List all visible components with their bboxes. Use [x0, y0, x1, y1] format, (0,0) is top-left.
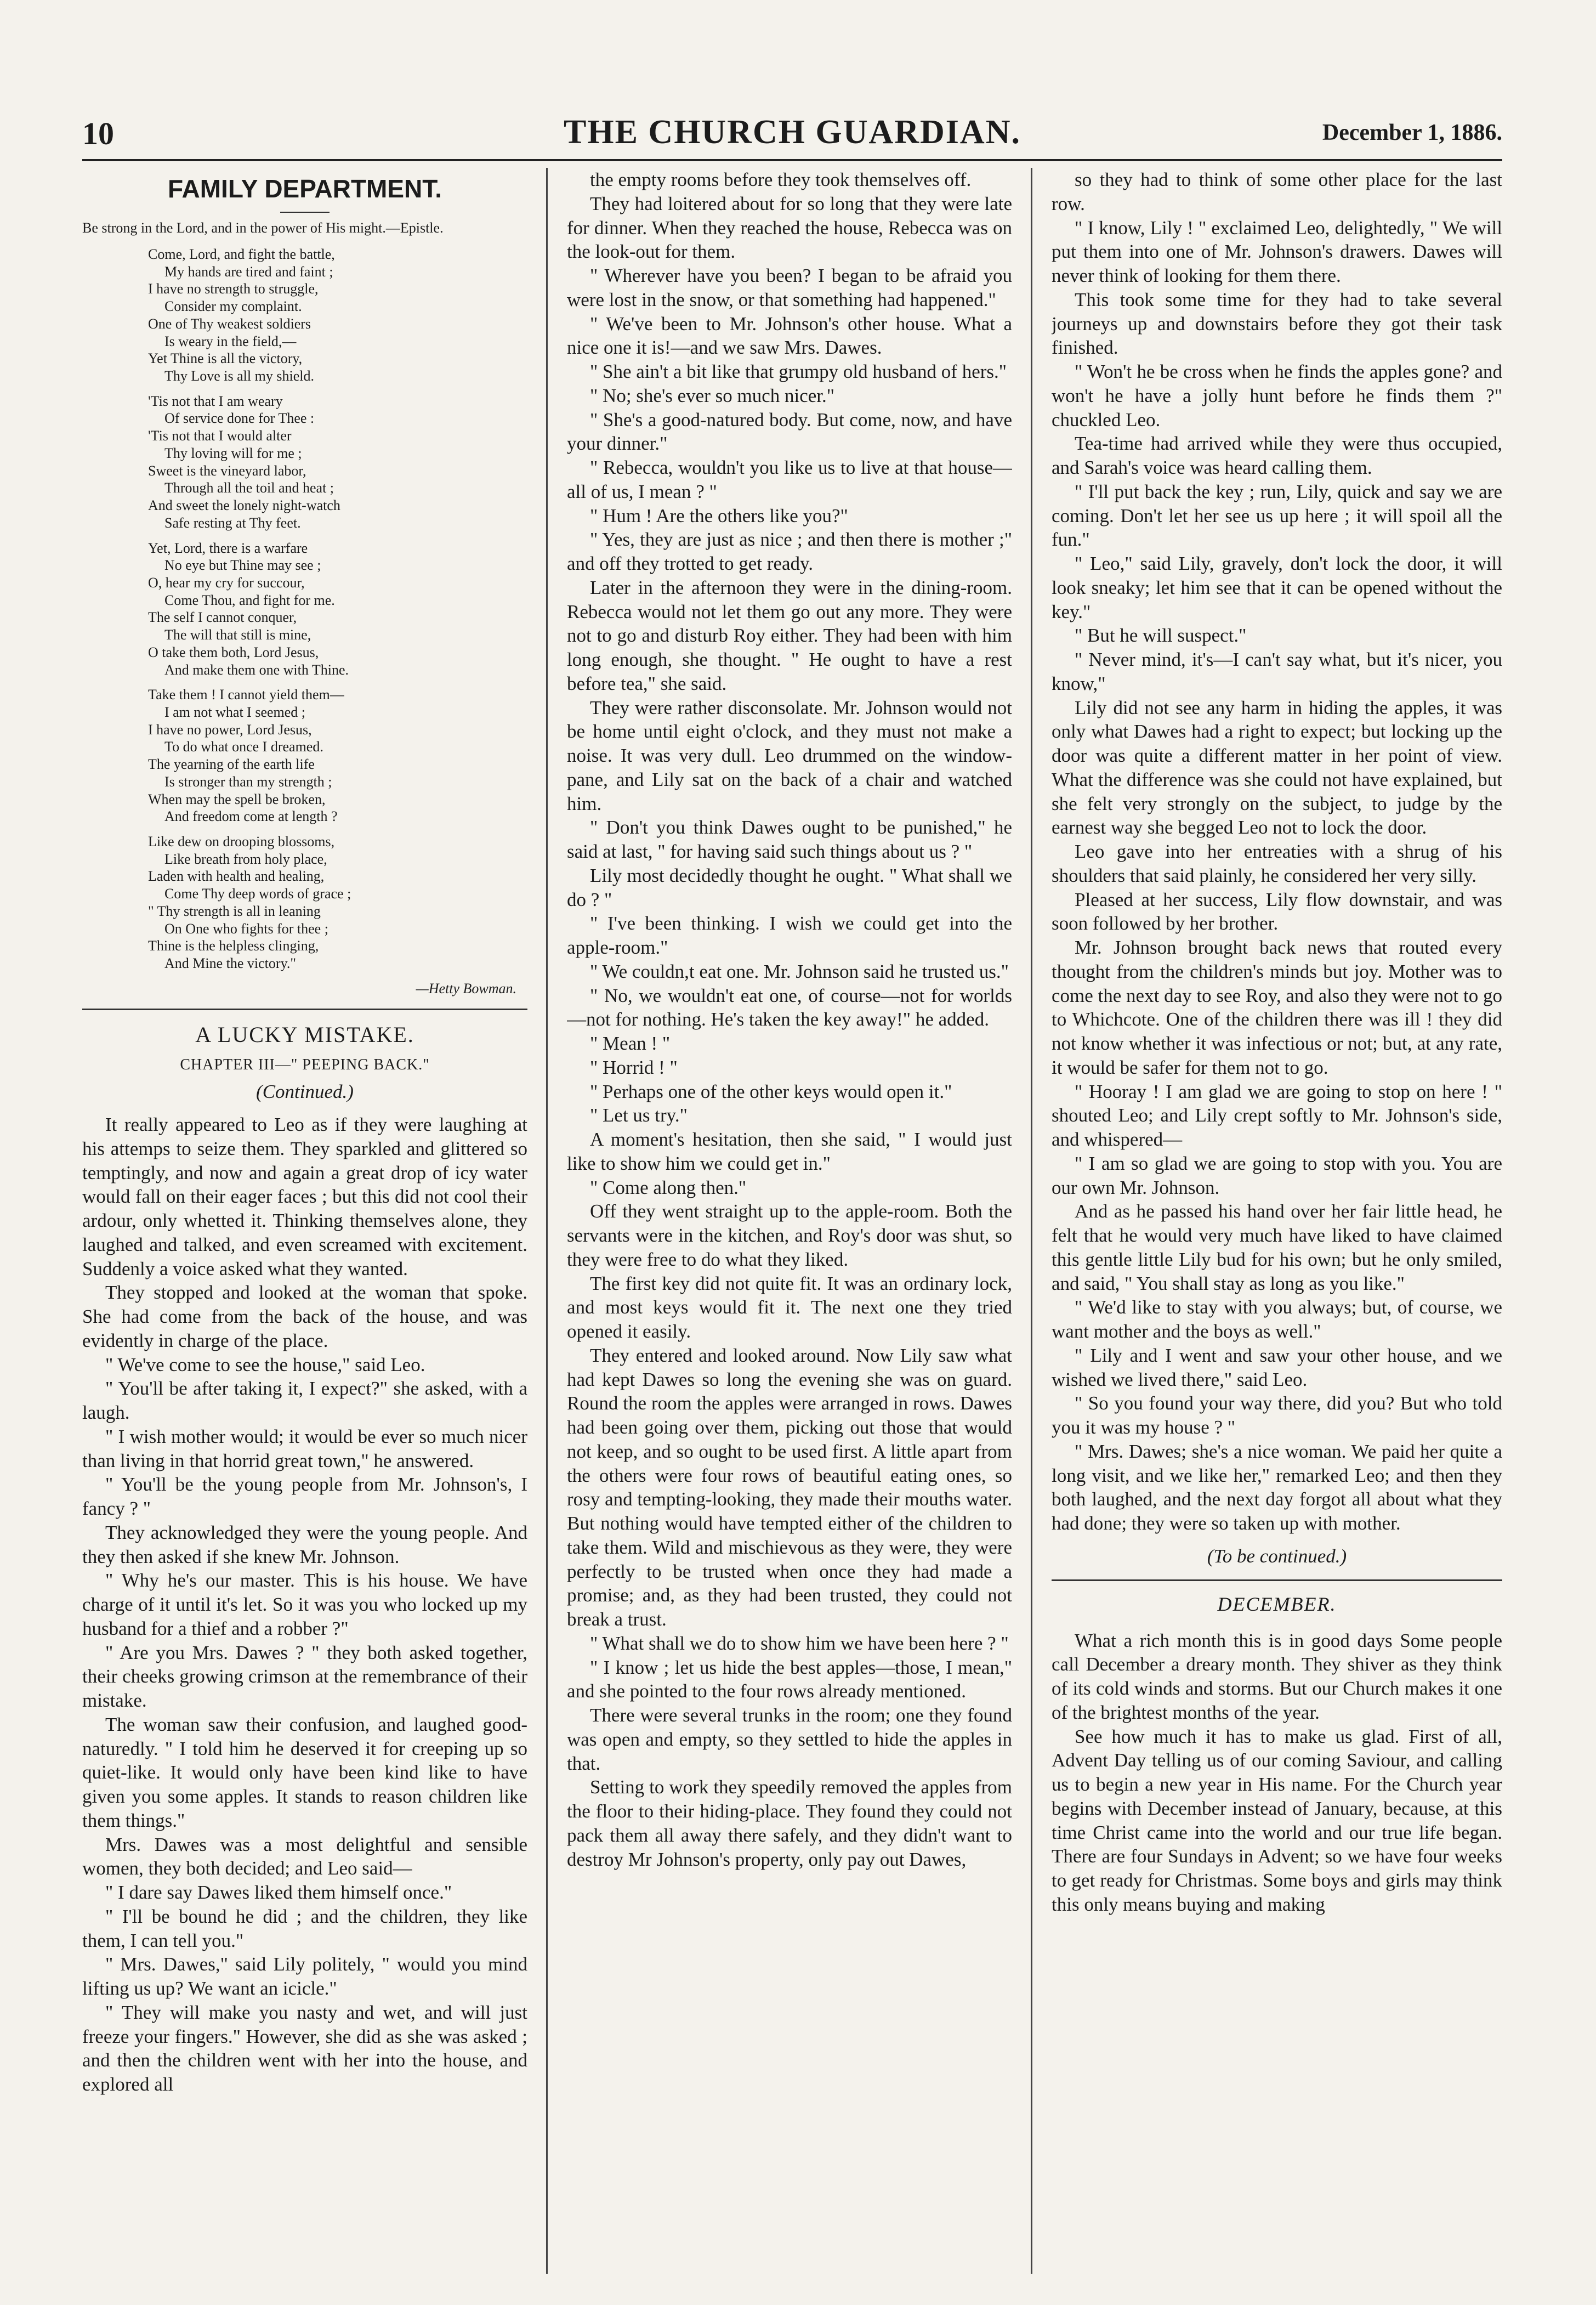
- column-2: [567, 168, 1012, 2274]
- paragraph: " I wish mother would; it would be ever so much nicer than living in that horrid great town," he answered.: [82, 1425, 527, 1471]
- paragraph: " No; she's ever so much nicer.": [590, 384, 835, 406]
- newspaper-title: THE CHURCH GUARDIAN.: [564, 114, 1021, 151]
- paragraph: the empty rooms before they took themselves off.: [590, 169, 972, 190]
- poem-line: My hands are tired and faint ;: [164, 263, 333, 280]
- paragraph: This took some time for they had to take several journeys up and downstairs before they got their task finished.: [1052, 288, 1502, 359]
- poem-line: 'Tis not that I would alter: [148, 428, 292, 444]
- poem-line: And freedom come at length ?: [164, 808, 338, 825]
- paragraph: The first key did not quite fit. It was an ordinary lock, and most keys would fit it. The next one they tried opened it easily.: [567, 1272, 1012, 1342]
- poem-line: I have no power, Lord Jesus,: [148, 721, 312, 738]
- divider: [1052, 1579, 1502, 1581]
- paragraph: See how much it has to make us glad. First of all, Advent Day telling us of our coming Saviour, and calling us to begin a new year in His name. For the Church year begins with December instead of January, because, at this time Christ came into the world and our true life began. There are four Sundays in Advent; so we have four weeks to get ready for Christmas. Some boys and girls may think this only means buying and making: [1052, 1725, 1502, 1915]
- newspaper-page: [82, 110, 1502, 2281]
- paragraph: " Hooray ! I am glad we are going to stop on here ! " shouted Leo; and Lily crept softly to Mr. Johnson's side, and whispered—: [1052, 1080, 1502, 1150]
- poem-line: I have no strength to struggle,: [148, 281, 319, 297]
- paragraph: " Mrs. Dawes; she's a nice woman. We paid her quite a long visit, and we like her," remarked Leo; and then they both laughed, and the next day forgot all about what they had done; they were so taken up with mother.: [1052, 1440, 1502, 1534]
- story-text-col2: [567, 168, 1012, 1871]
- paragraph: " Why he's our master. This is his house. We have charge of it until it's let. So it was you who locked up my husband for a thief and a robber ?": [82, 1570, 527, 1639]
- poem-line: One of Thy weakest soldiers: [148, 315, 311, 332]
- paragraph: " Hum ! Are the others like you?": [590, 505, 848, 526]
- poem: [82, 246, 527, 972]
- story-title: A LUCKY MISTAKE.: [195, 1022, 414, 1047]
- poem-line: And make them one with Thine.: [164, 661, 349, 678]
- paragraph: They were rather disconsolate. Mr. Johnson would not be home until eight o'clock, and they must not make a noise. It was very dull. Leo drummed on the window-pane, and Lily sat on the back of a chair and watched him.: [567, 696, 1012, 814]
- paragraph: " Wherever have you been? I began to be afraid you were lost in the snow, or that something had happened.": [567, 265, 1012, 310]
- poem-signature: —Hetty Bowman.: [416, 980, 516, 996]
- poem-line: On One who fights for thee ;: [164, 920, 328, 937]
- paragraph: so they had to think of some other place for the last row.: [1052, 169, 1502, 214]
- poem-line: Thy Love is all my shield.: [164, 368, 314, 384]
- poem-line: The yearning of the earth life: [148, 756, 315, 773]
- paragraph: " I dare say Dawes liked them himself once.": [105, 1882, 452, 1903]
- paragraph: " Mean ! ": [590, 1033, 671, 1054]
- divider: [280, 212, 330, 213]
- paragraph: " No, we wouldn't eat one, of course—not for worlds—not for nothing. He's taken the key away!" he added.: [567, 984, 1012, 1030]
- chapter-heading: CHAPTER III—" PEEPING BACK.": [180, 1056, 430, 1074]
- poem-stanza: [148, 833, 527, 972]
- poem-line: And Mine the victory.": [164, 955, 296, 972]
- column-rule: [546, 168, 548, 2274]
- paragraph: " Don't you think Dawes ought to be punished," he said at last, " for having said such things about us ? ": [567, 817, 1012, 862]
- paragraph: A moment's hesitation, then she said, " I would just like to show him we could get in.": [567, 1129, 1012, 1174]
- paragraph: They stopped and looked at the woman that spoke. She had come from the back of the house, and was evidently in charge of the place.: [82, 1282, 527, 1351]
- paragraph: " Never mind, it's—I can't say what, but it's nicer, you know,": [1052, 649, 1502, 694]
- poem-line: Through all the toil and heat ;: [164, 480, 334, 496]
- paragraph: " Are you Mrs. Dawes ? " they both asked together, their cheeks growing crimson at the remembrance of their mistake.: [82, 1641, 527, 1711]
- paragraph: Lily most decidedly thought he ought. " What shall we do ? ": [567, 864, 1012, 910]
- paragraph: Later in the afternoon they were in the dining-room. Rebecca would not let them go out any more. They were not to go and disturb Roy either. They had been with him long enough, she thought. " He ought to have a rest before tea," she said.: [567, 576, 1012, 694]
- story-text-col3: [1052, 168, 1502, 1536]
- paragraph: It really appeared to Leo as if they were laughing at his attemps to seize them. They sparkled and glittered so temptingly, and now and again a great drop of icy water would fall on their eager faces ; but this did not cool their ardour, only whetted it. Thinking themselves alone, they laughed and talked, and even screamed with excitement. Suddenly a voice asked what they wanted.: [82, 1114, 527, 1279]
- section-heading: FAMILY DEPARTMENT.: [167, 174, 442, 203]
- poem-stanza: [148, 246, 527, 385]
- paragraph: Off they went straight up to the apple-room. Both the servants were in the kitchen, and Roy's door was shut, so they were free to do what they liked.: [567, 1200, 1012, 1270]
- poem-line: The self I cannot conquer,: [148, 609, 297, 626]
- paragraph: Mrs. Dawes was a most delightful and sensible women, they both decided; and Leo said—: [82, 1833, 527, 1879]
- paragraph: " I'll put back the key ; run, Lily, quick and say we are coming. Don't let her see us up here ; it will spoil all the fun.": [1052, 480, 1502, 551]
- poem-line: Thine is the helpless clinging,: [148, 938, 319, 954]
- poem-line: Is stronger than my strength ;: [164, 773, 332, 790]
- paragraph: " Rebecca, wouldn't you like us to live at that house—all of us, I mean ? ": [567, 457, 1012, 502]
- poem-line: Yet, Lord, there is a warfare: [148, 540, 308, 556]
- poem-line: Like breath from holy place,: [164, 851, 327, 867]
- poem-line: 'Tis not that I am weary: [148, 393, 283, 409]
- paragraph: " I am so glad we are going to stop with you. You are our own Mr. Johnson.: [1052, 1152, 1502, 1198]
- paragraph: " They will make you nasty and wet, and will just freeze your fingers." However, she did as she was asked ; and then the children went with her into the house, and explored all: [82, 2001, 527, 2095]
- paragraph: There were several trunks in the room; one they found was open and empty, so they settled to hide the apples in that.: [567, 1704, 1012, 1774]
- paragraph: Tea-time had arrived while they were thus occupied, and Sarah's voice was heard calling them.: [1052, 433, 1502, 478]
- story-text-col1: [82, 1113, 527, 2097]
- to-be-continued: (To be continued.): [1207, 1545, 1347, 1567]
- paragraph: " She's a good-natured body. But come, now, and have your dinner.": [567, 409, 1012, 455]
- paragraph: " We've come to see the house," said Leo.: [105, 1353, 425, 1375]
- poem-line: When may the spell be broken,: [148, 791, 326, 807]
- paragraph: Lily did not see any harm in hiding the apples, it was only what Dawes had a right to expect; but locking up the door was quite a different matter in her point of view. What the difference was she could not have explained, but she felt very strongly on the subject, to judge by the earnest way she begged Leo not to lock the door.: [1052, 696, 1502, 839]
- poem-line: The will that still is mine,: [164, 627, 311, 643]
- poem-line: Safe resting at Thy feet.: [164, 514, 301, 531]
- poem-line: I am not what I seemed ;: [164, 704, 306, 720]
- column-3: [1052, 168, 1502, 2274]
- poem-line: Thy loving will for me ;: [164, 445, 302, 461]
- paragraph: " Leo," said Lily, gravely, don't lock the door, it will look sneaky; let him see that it can be opened without the key.": [1052, 553, 1502, 622]
- paragraph: Pleased at her success, Lily flow downstair, and was soon followed by her brother.: [1052, 888, 1502, 935]
- paragraph: Leo gave into her entreaties with a shrug of his shoulders that said plainly, he considered her very silly.: [1052, 841, 1502, 886]
- paragraph: Mr. Johnson brought back news that routed every thought from the children's minds but joy. Mother was to come the next day to see Roy, and also they were not to go to Whichcote. One of the children there was ill ! they did not know whether it was infectious or not; but, at any rate, it would be safer for them not to go.: [1052, 937, 1502, 1078]
- poem-line: Come, Lord, and fight the battle,: [148, 246, 335, 262]
- paragraph: " We've been to Mr. Johnson's other house. What a nice one it is!—and we saw Mrs. Dawes.: [567, 313, 1012, 359]
- poem-line: Take them ! I cannot yield them—: [148, 687, 344, 703]
- paragraph: They entered and looked around. Now Lily saw what had kept Dawes so long the evening she was on guard. Round the room the apples were arranged in rows. Dawes had been going over them, picking out those that would not keep, and so ought to be used first. A little apart from the others were four rows of beautiful eating ones, so rosy and tempting-looking, they made their mouths water. But nothing would have tempted either of the children to take them. Wild and mischievous as they were, they were perfectly to be trusted when once they had made a promise; and, as they had been trusted, they could not break a trust.: [567, 1344, 1012, 1630]
- page-number: 10: [82, 116, 114, 151]
- poem-line: Laden with health and healing,: [148, 868, 325, 885]
- columns: [82, 168, 1502, 2274]
- paragraph: " But he will suspect.": [1075, 625, 1247, 647]
- paragraph: " Horrid ! ": [590, 1056, 678, 1078]
- paragraph: " Lily and I went and saw your other house, and we wished we lived there," said Leo.: [1052, 1344, 1502, 1390]
- poem-line: And sweet the lonely night-watch: [148, 497, 340, 514]
- poem-line: Come Thy deep words of grace ;: [164, 886, 351, 902]
- paragraph: " I'll be bound he did ; and the children, they like them, I can tell you.": [82, 1905, 527, 1951]
- poem-line: Like dew on drooping blossoms,: [148, 834, 335, 849]
- poem-line: To do what once I dreamed.: [164, 739, 323, 755]
- epigraph: Be strong in the Lord, and in the power of His might.—Epistle.: [82, 219, 444, 236]
- masthead: [82, 110, 1502, 161]
- poem-line: O take them both, Lord Jesus,: [148, 644, 319, 660]
- poem-line: Is weary in the field,—: [164, 333, 297, 349]
- paragraph: They acknowledged they were the young people. And they then asked if she knew Mr. Johnson.: [82, 1521, 527, 1567]
- poem-line: Come Thou, and fight for me.: [164, 592, 335, 608]
- paragraph: And as he passed his hand over her fair little head, he felt that he would very much have liked to have claimed this gentle little Lily bud for his own; but he only smiled, and said, " You shall stay as long as you like.": [1052, 1200, 1502, 1294]
- column-1: [82, 168, 527, 2274]
- poem-line: " Thy strength is all in leaning: [148, 903, 321, 919]
- paragraph: " We'd like to stay with you always; but, of course, we want mother and the boys as well.": [1052, 1296, 1502, 1342]
- paragraph: " You'll be after taking it, I expect?" she asked, with a laugh.: [82, 1378, 527, 1423]
- continued-note: (Continued.): [256, 1081, 354, 1103]
- paragraph: " I've been thinking. I wish we could get into the apple-room.": [567, 913, 1012, 958]
- paragraph: The woman saw their confusion, and laughed good-naturedly. " I told him he deserved it for creeping up so quiet-like. It would only have been kind like to have given you some apples. It stands to reason children like them things.": [82, 1713, 527, 1831]
- paragraph: " Yes, they are just as nice ; and then there is mother ;" and off they trotted to get ready.: [567, 529, 1012, 574]
- paragraph: " We couldn,t eat one. Mr. Johnson said he trusted us.": [590, 960, 1009, 982]
- poem-line: Sweet is the vineyard labor,: [148, 462, 306, 479]
- poem-stanza: [148, 686, 527, 825]
- paragraph: " Let us try.": [590, 1105, 688, 1126]
- paragraph: " So you found your way there, did you? But who told you it was my house ? ": [1052, 1392, 1502, 1438]
- paragraph: They had loitered about for so long that they were late for dinner. When they reached the house, Rebecca was on the look-out for them.: [567, 192, 1012, 263]
- poem-line: O, hear my cry for succour,: [148, 574, 305, 591]
- poem-line: Consider my complaint.: [164, 298, 302, 315]
- column-rule: [1031, 168, 1032, 2274]
- december-text: [1052, 1629, 1502, 1917]
- poem-stanza: [148, 393, 527, 532]
- december-title: DECEMBER.: [1217, 1593, 1337, 1615]
- poem-line: Yet Thine is all the victory,: [148, 350, 303, 367]
- issue-date: December 1, 1886.: [1322, 120, 1502, 145]
- paragraph: " What shall we do to show him we have been here ? ": [590, 1632, 1009, 1654]
- paragraph: " Mrs. Dawes," said Lily politely, " would you mind lifting us up? We want an icicle.": [82, 1953, 527, 1999]
- poem-line: No eye but Thine may see ;: [164, 557, 321, 574]
- paragraph: " Perhaps one of the other keys would open it.": [590, 1080, 952, 1102]
- poem-line: Of service done for Thee :: [164, 410, 315, 427]
- paragraph: " You'll be the young people from Mr. Johnson's, I fancy ? ": [82, 1474, 527, 1519]
- poem-stanza: [148, 540, 527, 679]
- paragraph: " I know, Lily ! " exclaimed Leo, delightedly, " We will put them into one of Mr. Johnson's drawers. Dawes will never think of looking for them there.: [1052, 217, 1502, 286]
- paragraph: Setting to work they speedily removed the apples from the floor to their hiding-place. They found they could not pack them all away there safely, and they didn't want to destroy Mr Johnson's property, only pay out Dawes,: [567, 1776, 1012, 1870]
- paragraph: " She ain't a bit like that grumpy old husband of hers.": [590, 361, 1007, 382]
- divider: [82, 1009, 527, 1010]
- paragraph: " Come along then.": [590, 1176, 747, 1198]
- paragraph: " Won't he be cross when he finds the apples gone? and won't he have a jolly hunt before he finds them ?" chuckled Leo.: [1052, 361, 1502, 431]
- paragraph: " I know ; let us hide the best apples—those, I mean," and she pointed to the four rows already mentioned.: [567, 1656, 1012, 1702]
- paragraph: What a rich month this is in good days Some people call December a dreary month. They shiver as they think of its cold winds and storms. But our Church makes it one of the brightest months of the year.: [1052, 1629, 1502, 1723]
